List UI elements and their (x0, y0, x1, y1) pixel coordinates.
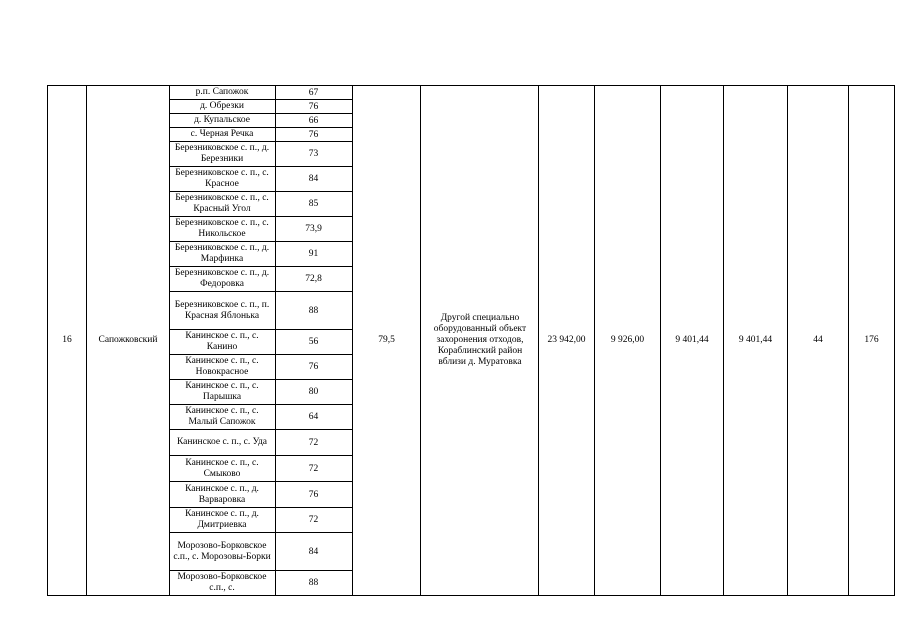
settlement-name: Березниковское с. п., д. Марфинка (174, 243, 270, 264)
settlement-row (169, 330, 352, 354)
settlement-row (169, 380, 352, 404)
settlement-name: Канинское с. п., д. Варваровка (185, 483, 259, 505)
row-number: 16 (62, 335, 72, 345)
settlement-distance: 72,8 (305, 274, 322, 284)
settlement-distance: 76 (308, 129, 319, 140)
settlement-distance: 64 (308, 412, 319, 422)
settlement-distance: 88 (308, 578, 319, 588)
settlement-row (169, 430, 352, 455)
average-distance: 79,5 (378, 335, 395, 345)
settlement-distance: 85 (308, 199, 319, 209)
col-line (420, 85, 421, 596)
settlement-distance: 72 (308, 463, 319, 474)
settlement-row (169, 167, 352, 191)
settlement-row (169, 267, 352, 291)
settlement-row (169, 142, 352, 166)
settlement-name: Березниковское с. п., д. Федоровка (174, 268, 270, 289)
value-col6: 23 942,00 (547, 335, 586, 345)
table-bottom-border (47, 595, 895, 596)
settlement-distance: 72 (308, 515, 319, 525)
settlement-distance: 73 (308, 149, 319, 159)
value-col8: 9 401,44 (675, 335, 709, 345)
settlement-row (169, 355, 352, 379)
settlement-name: Канинское с. п., с. Новокрасное (185, 356, 259, 377)
settlement-row (169, 482, 352, 507)
settlement-name: Канинское с. п., с. Парышка (185, 381, 259, 402)
settlement-name: с. Черная Речка (190, 129, 254, 139)
settlement-row (169, 100, 352, 113)
settlement-row (169, 192, 352, 216)
settlement-name: Березниковское с. п., п. Красная Яблонька (174, 299, 270, 321)
value-col7: 9 926,00 (610, 335, 645, 345)
district-name: Сапожковский (98, 335, 158, 345)
settlement-name: Канинское с. п., с. Смыково (185, 457, 259, 479)
settlement-name: Березниковское с. п., с. Красное (175, 168, 269, 189)
col-line (894, 85, 895, 596)
settlement-distance: 84 (308, 174, 319, 184)
settlement-distance: 84 (308, 546, 319, 557)
settlement-name: р.п. Сапожок (195, 87, 249, 97)
settlement-distance: 80 (308, 387, 319, 397)
settlement-row (169, 217, 352, 241)
settlement-row (169, 571, 352, 595)
settlement-name: Березниковское с. п., д. Березники (174, 143, 270, 164)
settlement-name: Березниковское с. п., с. Никольское (175, 218, 269, 239)
settlement-name: д. Обрезки (200, 101, 244, 111)
settlement-name: Морозово-Борковское с.п., с. Морозовы-Борки (173, 540, 271, 562)
settlement-distance: 91 (308, 249, 319, 259)
settlement-name: Канинское с. п., с. Уда (176, 437, 268, 447)
settlement-row (169, 456, 352, 481)
value-col10: 44 (813, 335, 823, 345)
settlement-name: Канинское с. п., с. Канино (185, 331, 259, 352)
value-col9: 9 401,44 (738, 335, 773, 345)
settlement-row (169, 405, 352, 429)
value-col11: 176 (864, 335, 879, 345)
settlement-distance: 73,9 (305, 224, 322, 234)
settlement-row (169, 533, 352, 570)
settlement-row (169, 128, 352, 141)
settlement-distance: 76 (308, 489, 319, 500)
disposal-facility: Другой специально оборудованный объект захоронения отходов, Кораблинский район вблизи д. Муратовка (433, 313, 527, 367)
settlement-distance: 88 (308, 305, 319, 316)
settlement-name: Канинское с. п., с. Малый Сапожок (185, 406, 259, 427)
settlement-row (169, 242, 352, 266)
settlement-row (169, 114, 352, 127)
settlement-distance: 76 (308, 362, 319, 372)
settlement-row (169, 508, 352, 532)
settlement-name: Канинское с. п., д. Дмитриевка (185, 509, 259, 530)
settlement-row (169, 292, 352, 329)
settlement-row (169, 86, 352, 99)
settlement-distance: 67 (308, 87, 319, 98)
settlement-distance: 66 (308, 115, 319, 126)
settlement-distance: 56 (308, 337, 319, 347)
settlement-name: Березниковское с. п., с. Красный Угол (175, 193, 269, 214)
settlement-distance: 72 (308, 437, 319, 448)
settlement-name: Морозово-Борковское с.п., с. (177, 572, 267, 593)
settlement-distance: 76 (308, 101, 319, 112)
settlement-name: д. Купальское (194, 115, 250, 125)
